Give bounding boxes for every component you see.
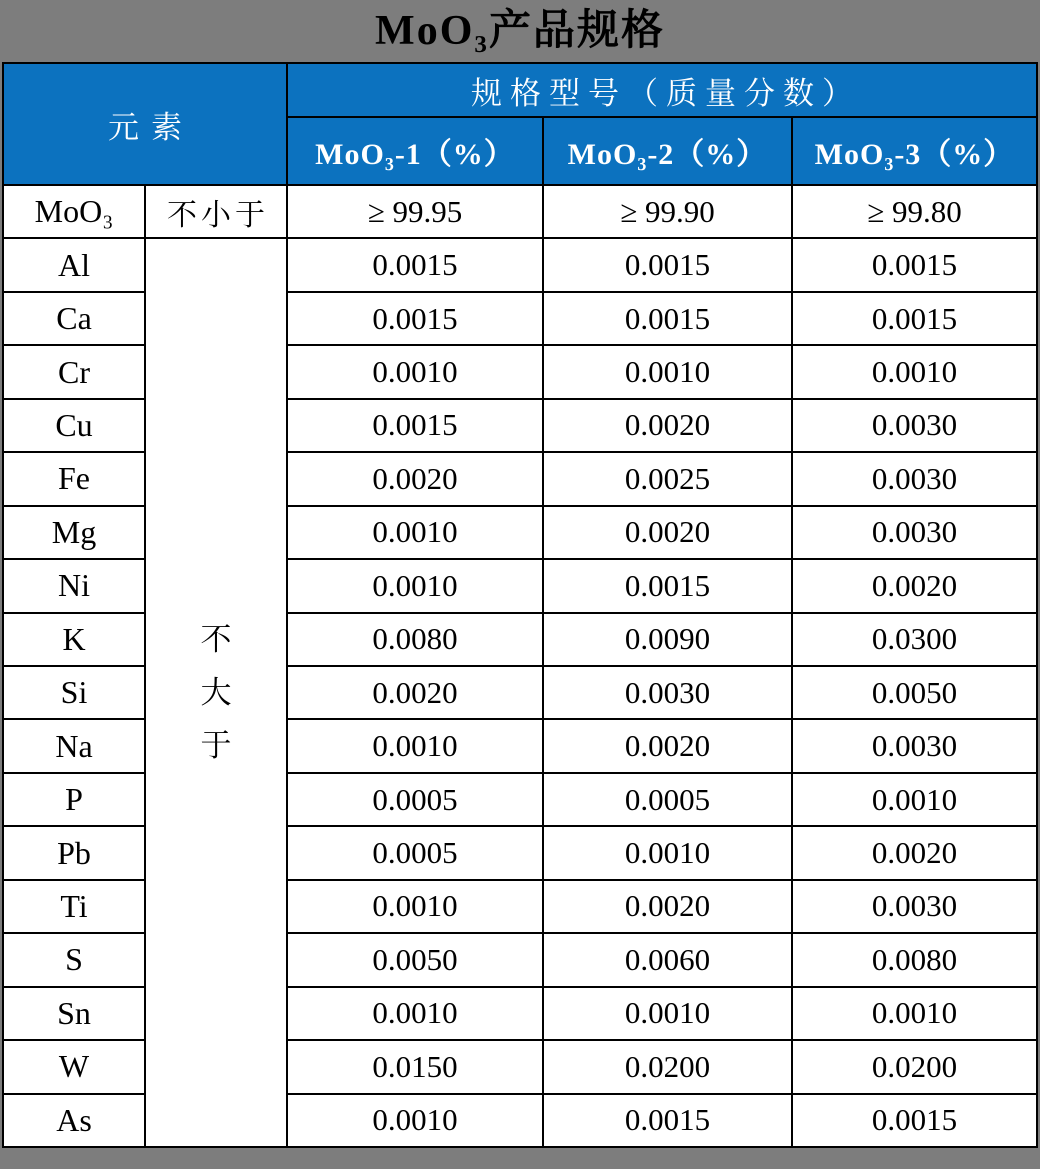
value-cell-moo3-1: 0.0005 (288, 827, 542, 878)
value-cell-moo3-1: 0.0015 (288, 293, 542, 344)
value-cell-moo3-3: 0.0010 (793, 774, 1036, 825)
element-cell-p: P (4, 774, 144, 825)
value-cell-moo3-2: 0.0025 (544, 453, 791, 504)
value-cell-moo3-1: 0.0010 (288, 346, 542, 397)
value-cell-moo3-1: 0.0020 (288, 453, 542, 504)
element-cell-pb: Pb (4, 827, 144, 878)
value-cell-moo3-1: 0.0005 (288, 774, 542, 825)
value-cell-moo3-3: 0.0015 (793, 239, 1036, 290)
value-cell-moo3-3: 0.0200 (793, 1041, 1036, 1092)
limit-char-1: 不 (200, 622, 232, 658)
element-cell-si: Si (4, 667, 144, 718)
value-cell-moo3-3: 0.0030 (793, 453, 1036, 504)
value-cell-moo3-1: 0.0050 (288, 934, 542, 985)
element-cell-mg: Mg (4, 507, 144, 558)
element-cell-k: K (4, 614, 144, 665)
value-cell-moo3-1: 0.0010 (288, 560, 542, 611)
element-cell-w: W (4, 1041, 144, 1092)
element-column-header: 元素 (4, 64, 286, 184)
value-cell-moo3-1: 0.0080 (288, 614, 542, 665)
value-cell-moo3-2: 0.0010 (544, 346, 791, 397)
element-cell-s: S (4, 934, 144, 985)
page-title: MoO₃产品规格 (375, 8, 665, 54)
value-cell-moo3-2: 0.0200 (544, 1041, 791, 1092)
spec-col-header-moo3-1: MoO₃-1（%） (288, 118, 542, 184)
value-cell-moo3-3: 0.0030 (793, 720, 1036, 771)
value-cell-moo3-3: 0.0030 (793, 400, 1036, 451)
value-cell-moo3-3: 0.0020 (793, 827, 1036, 878)
value-cell-moo3-3: ≥ 99.80 (793, 186, 1036, 237)
value-cell-moo3-2: 0.0015 (544, 1095, 791, 1146)
value-cell-moo3-3: 0.0030 (793, 881, 1036, 932)
spec-table (2, 62, 1038, 1148)
limit-char-2: 大 (200, 675, 232, 711)
element-cell-sn: Sn (4, 988, 144, 1039)
value-cell-moo3-2: 0.0015 (544, 239, 791, 290)
value-cell-moo3-1: 0.0010 (288, 1095, 542, 1146)
value-cell-moo3-1: 0.0010 (288, 720, 542, 771)
spec-col-header-moo3-3: MoO₃-3（%） (793, 118, 1036, 184)
element-cell-fe: Fe (4, 453, 144, 504)
value-cell-moo3-2: 0.0005 (544, 774, 791, 825)
limit-char-3: 于 (200, 728, 232, 764)
value-cell-moo3-1: 0.0150 (288, 1041, 542, 1092)
value-cell-moo3-3: 0.0030 (793, 507, 1036, 558)
element-cell-ni: Ni (4, 560, 144, 611)
value-cell-moo3-2: 0.0030 (544, 667, 791, 718)
spec-group-header: 规格型号（质量分数） (288, 64, 1036, 116)
value-cell-moo3-2: 0.0020 (544, 400, 791, 451)
element-cell-ca: Ca (4, 293, 144, 344)
value-cell-moo3-2: 0.0020 (544, 881, 791, 932)
value-cell-moo3-3: 0.0010 (793, 346, 1036, 397)
value-cell-moo3-1: 0.0010 (288, 881, 542, 932)
value-cell-moo3-2: 0.0020 (544, 720, 791, 771)
value-cell-moo3-1: ≥ 99.95 (288, 186, 542, 237)
value-cell-moo3-2: ≥ 99.90 (544, 186, 791, 237)
value-cell-moo3-3: 0.0015 (793, 293, 1036, 344)
value-cell-moo3-3: 0.0020 (793, 560, 1036, 611)
value-cell-moo3-3: 0.0015 (793, 1095, 1036, 1146)
value-cell-moo3-3: 0.0300 (793, 614, 1036, 665)
value-cell-moo3-3: 0.0010 (793, 988, 1036, 1039)
value-cell-moo3-2: 0.0015 (544, 560, 791, 611)
element-cell-ti: Ti (4, 881, 144, 932)
value-cell-moo3-2: 0.0020 (544, 507, 791, 558)
value-cell-moo3-2: 0.0010 (544, 988, 791, 1039)
element-cell-as: As (4, 1095, 144, 1146)
value-cell-moo3-3: 0.0050 (793, 667, 1036, 718)
value-cell-moo3-2: 0.0060 (544, 934, 791, 985)
limit-cell-not-less-than: 不小于 (146, 186, 286, 237)
element-cell-moo3: MoO₃ (4, 186, 144, 237)
title-band (0, 0, 1040, 62)
element-cell-cr: Cr (4, 346, 144, 397)
spec-col-header-moo3-2: MoO₃-2（%） (544, 118, 791, 184)
value-cell-moo3-1: 0.0020 (288, 667, 542, 718)
value-cell-moo3-3: 0.0080 (793, 934, 1036, 985)
value-cell-moo3-1: 0.0015 (288, 400, 542, 451)
value-cell-moo3-2: 0.0090 (544, 614, 791, 665)
value-cell-moo3-1: 0.0015 (288, 239, 542, 290)
value-cell-moo3-1: 0.0010 (288, 988, 542, 1039)
value-cell-moo3-2: 0.0015 (544, 293, 791, 344)
limit-cell-not-greater-than (146, 239, 286, 1146)
value-cell-moo3-2: 0.0010 (544, 827, 791, 878)
element-cell-na: Na (4, 720, 144, 771)
element-cell-al: Al (4, 239, 144, 290)
value-cell-moo3-1: 0.0010 (288, 507, 542, 558)
element-cell-cu: Cu (4, 400, 144, 451)
